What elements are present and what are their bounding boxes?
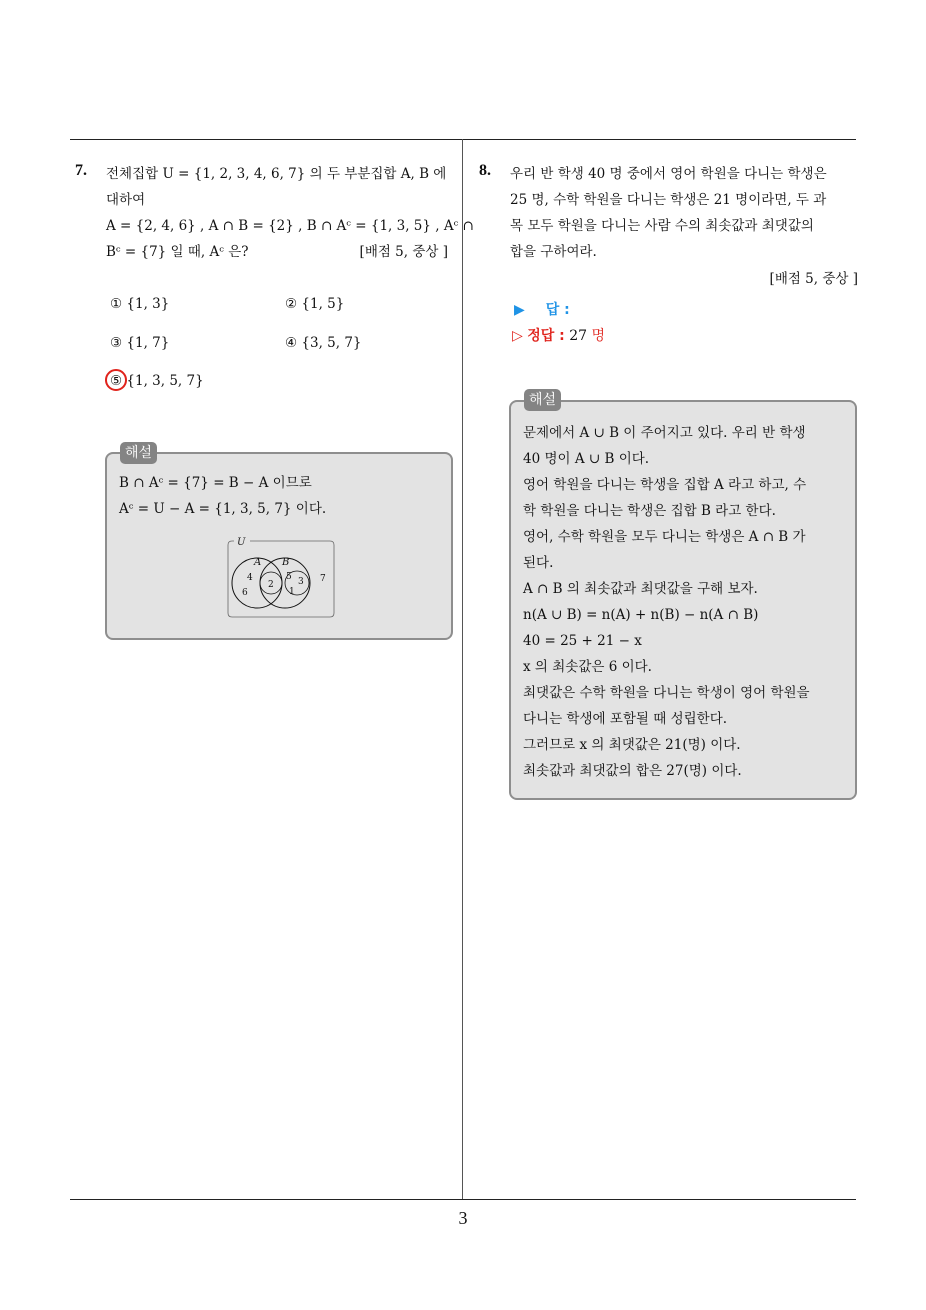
q8-answer-row xyxy=(514,299,570,319)
venn-num-3: 3 xyxy=(298,577,304,587)
q8-answer-label: 답 : xyxy=(545,302,570,318)
q7-solution-tag: 해설 xyxy=(120,442,157,464)
q7-choice-2[interactable]: ② {1, 5} xyxy=(285,296,345,312)
venn-num-5: 5 xyxy=(286,572,292,582)
venn-diagram xyxy=(220,535,338,620)
q8-score: [배점 5, 중상 ] xyxy=(769,271,858,287)
q7-line-4: Bᶜ = {7} 일 때, Aᶜ 은? xyxy=(106,244,249,260)
q8-correct-label: 정답 : xyxy=(527,328,565,344)
q8-line-1: 우리 반 학생 40 명 중에서 영어 학원을 다니는 학생은 xyxy=(510,166,827,182)
venn-num-6: 6 xyxy=(242,588,248,598)
q8-correct-value: 27 xyxy=(569,328,588,344)
q8-solution-line-13: 그러므로 x 의 최댓값은 21(명) 이다. xyxy=(523,737,741,753)
bottom-rule xyxy=(70,1199,856,1200)
q8-solution-line-14: 최솟값과 최댓값의 합은 27(명) 이다. xyxy=(523,763,742,779)
q8-correct-row xyxy=(512,325,605,345)
q7-solution-line-2: Aᶜ = U − A = {1, 3, 5, 7} 이다. xyxy=(119,501,327,517)
page-number: 3 xyxy=(458,1208,468,1228)
q7-line-3: A = {2, 4, 6} , A ∩ B = {2} , B ∩ Aᶜ = {1, 3, 5} , Aᶜ ∩ xyxy=(106,218,474,234)
venn-num-1: 1 xyxy=(289,587,295,597)
venn-num-2: 2 xyxy=(268,580,274,590)
q8-solution-line-9: 40 = 25 + 21 − x xyxy=(523,633,642,649)
q7-choice-4[interactable]: ④ {3, 5, 7} xyxy=(285,335,362,351)
q8-solution-line-8: n(A ∪ B) = n(A) + n(B) − n(A ∩ B) xyxy=(523,607,759,623)
q8-solution-line-12: 다니는 학생에 포함될 때 성립한다. xyxy=(523,711,728,727)
q8-solution-tag: 해설 xyxy=(524,389,561,411)
q8-solution-line-6: 된다. xyxy=(523,555,554,571)
q7-choice-5[interactable]: ⑤ {1, 3, 5, 7} xyxy=(110,373,204,389)
q8-solution-line-10: x 의 최솟값은 6 이다. xyxy=(523,659,652,675)
q8-solution-line-1: 문제에서 A ∪ B 이 주어지고 있다. 우리 반 학생 xyxy=(523,425,806,441)
play-arrow-icon: ▶ xyxy=(514,302,525,318)
q8-stem xyxy=(510,161,860,265)
q8-solution-line-5: 영어, 수학 학원을 모두 다니는 학생은 A ∩ B 가 xyxy=(523,529,806,545)
q7-line-2: 대하여 xyxy=(106,192,146,208)
q7-solution-line-1: B ∩ Aᶜ = {7} = B − A 이므로 xyxy=(119,475,312,491)
q8-line-3: 목 모두 학원을 다니는 사람 수의 최솟값과 최댓값의 xyxy=(510,218,814,234)
venn-label-a: A xyxy=(254,557,262,568)
venn-num-4: 4 xyxy=(247,573,253,583)
selected-answer-circle xyxy=(105,369,127,391)
venn-num-7: 7 xyxy=(320,574,326,584)
q8-line-4: 합을 구하여라. xyxy=(510,244,597,260)
q7-score: [배점 5, 중상 ] xyxy=(359,244,448,260)
q8-solution-line-11: 최댓값은 수학 학원을 다니는 학생이 영어 학원을 xyxy=(523,685,810,701)
top-rule xyxy=(70,139,856,140)
q7-line-1: 전체집합 U = {1, 2, 3, 4, 6, 7} 의 두 부분집합 A, B 에 xyxy=(106,166,447,182)
q8-solution-line-2: 40 명이 A ∪ B 이다. xyxy=(523,451,650,467)
q8-number: 8. xyxy=(479,162,491,179)
q7-choice-3[interactable]: ③ {1, 7} xyxy=(110,335,170,351)
q8-solution-line-4: 학 학원을 다니는 학생은 집합 B 라고 한다. xyxy=(523,503,776,519)
q7-choice-1[interactable]: ① {1, 3} xyxy=(110,296,170,312)
venn-universal-label: U xyxy=(237,537,246,548)
q8-line-2: 25 명, 수학 학원을 다니는 학생은 21 명이라면, 두 과 xyxy=(510,192,827,208)
q8-correct-unit: 명 xyxy=(591,328,606,344)
outline-arrow-icon: ▷ xyxy=(512,328,523,344)
q7-solution-text xyxy=(119,470,326,522)
q8-solution-line-3: 영어 학원을 다니는 학생을 집합 A 라고 하고, 수 xyxy=(523,477,807,493)
q8-solution-text xyxy=(523,420,810,784)
q7-number: 7. xyxy=(75,162,87,179)
venn-label-b: B xyxy=(282,557,290,568)
q8-solution-line-7: A ∩ B 의 최솟값과 최댓값을 구해 보자. xyxy=(523,581,758,597)
column-divider xyxy=(462,139,463,1199)
